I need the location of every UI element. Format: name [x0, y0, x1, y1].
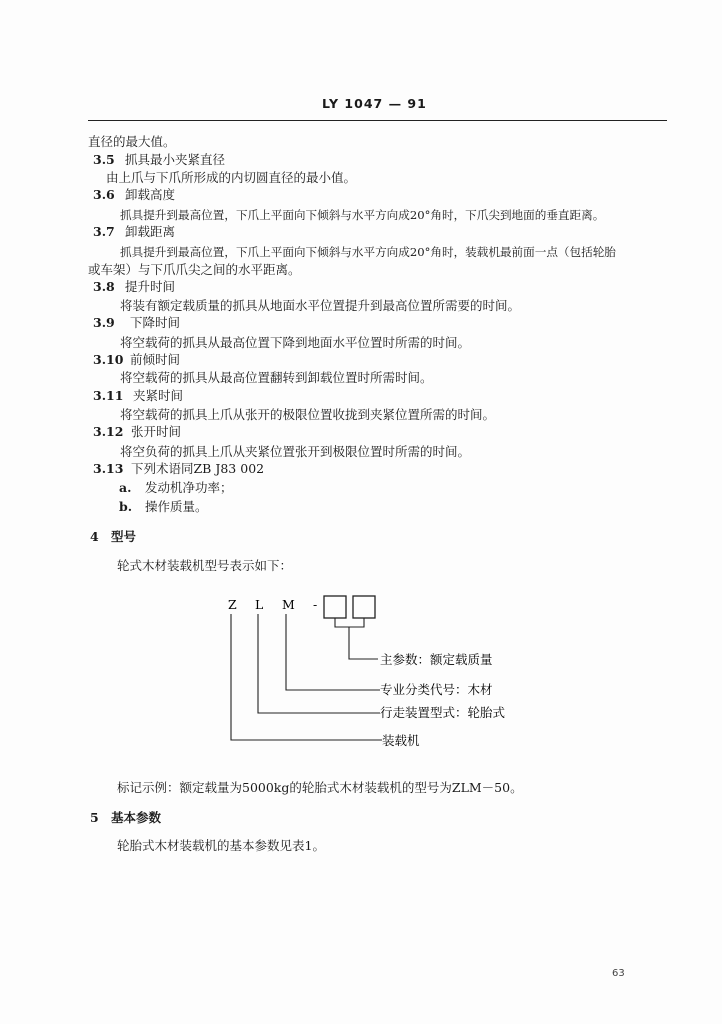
section-body: 轮胎式木材装载机的基本参数见表1。: [117, 838, 325, 853]
section-number: 3.10: [93, 352, 124, 367]
param-box-2: [353, 596, 375, 618]
list-item-text: 发动机净功率；: [145, 480, 233, 495]
section-body: 将空载荷的抓具上爪从张开的极限位置收拢到夹紧位置所需的时间。: [120, 407, 496, 422]
list-item-label: a.: [119, 480, 132, 495]
section-title: 卸载距离: [125, 224, 176, 239]
label-running-gear: 行走装置型式：轮胎式: [380, 705, 506, 720]
code-letter-l: L: [255, 597, 264, 612]
section-intro: 轮式木材装载机型号表示如下：: [117, 558, 293, 573]
list-item-label: b.: [119, 499, 133, 514]
section-number: 3.8: [93, 279, 115, 294]
section-body: 将装有额定载质量的抓具从地面水平位置提升到最高位置所需要的时间。: [120, 298, 521, 313]
label-main-param: 主参数：额定载质量: [380, 652, 493, 667]
section-title: 张开时间: [131, 424, 182, 439]
section-number: 3.12: [93, 424, 124, 439]
section-number: 3.13: [93, 461, 124, 476]
section-number: 3.6: [93, 187, 115, 202]
section-title: 型号: [111, 529, 137, 544]
section-body: 将空载荷的抓具从最高位置下降到地面水平位置时所需的时间。: [120, 335, 471, 350]
section-title: 下降时间: [130, 315, 181, 330]
section-body: 将空负荷的抓具上爪从夹紧位置张开到极限位置时所需的时间。: [120, 444, 471, 459]
section-title: 抓具最小夹紧直径: [125, 152, 226, 167]
section-number: 3.9: [93, 315, 115, 330]
section-body: 抓具提升到最高位置，下爪上平面向下倾斜与水平方向成20°角时，装载机最前面一点（包括轮胎: [120, 245, 616, 259]
section-body: 抓具提升到最高位置，下爪上平面向下倾斜与水平方向成20°角时，下爪尖到地面的垂直距离。: [120, 208, 605, 222]
document-header: LY 1047 — 91: [322, 96, 427, 111]
section-title: 基本参数: [111, 810, 162, 825]
section-body: 由上爪与下爪所形成的内切圆直径的最小值。: [106, 170, 357, 185]
leader-lines: [231, 614, 382, 740]
section-body: 将空载荷的抓具从最高位置翻转到卸载位置时所需时间。: [120, 370, 433, 385]
section-number: 5: [90, 810, 99, 825]
section-number: 3.5: [93, 152, 115, 167]
page-number: 63: [612, 968, 625, 979]
section-title: 夹紧时间: [133, 388, 184, 403]
code-letter-z: Z: [228, 597, 237, 612]
continuation-text: 直径的最大值。: [88, 134, 176, 149]
code-letter-m: M: [282, 597, 295, 612]
label-category: 专业分类代号：木材: [380, 682, 493, 697]
list-item-text: 操作质量。: [145, 499, 208, 514]
param-box-1: [324, 596, 346, 618]
section-number: 3.7: [93, 224, 115, 239]
code-dash: -: [313, 597, 318, 612]
section-title: 提升时间: [125, 279, 176, 294]
section-title: 下列术语同ZB J83 002: [131, 461, 265, 476]
section-title: 卸载高度: [125, 187, 176, 202]
marking-example: 标记示例：额定载量为5000kg的轮胎式木材装载机的型号为ZLM－50。: [117, 780, 523, 795]
section-number: 3.11: [93, 388, 124, 403]
label-loader: 装载机: [382, 733, 420, 748]
section-number: 4: [90, 529, 99, 544]
section-title: 前倾时间: [130, 352, 181, 367]
section-body-cont: 或车架）与下爪爪尖之间的水平距离。: [88, 262, 301, 277]
